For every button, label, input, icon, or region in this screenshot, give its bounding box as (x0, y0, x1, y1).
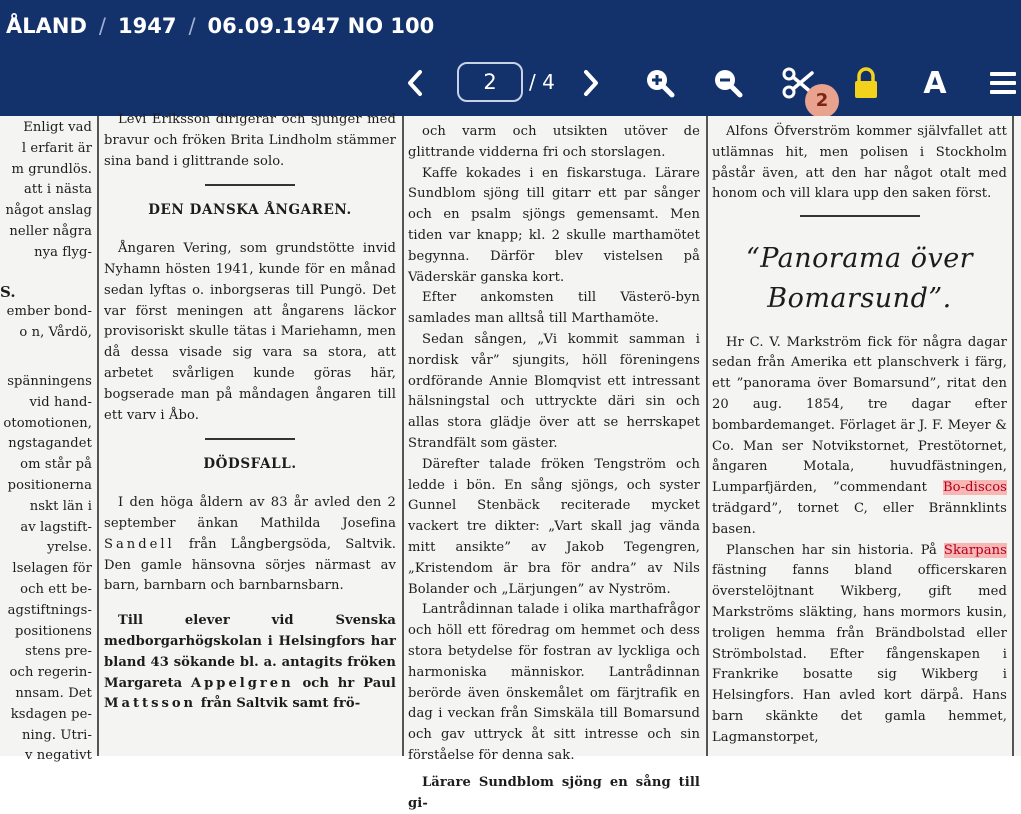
person-name: Sandell (104, 536, 175, 552)
article-text: Efter ankomsten till Västerö-byn samlades man alltså till Marthamöte. (408, 290, 700, 327)
cropped-text-line: neller några (9, 223, 92, 239)
lock-button[interactable] (848, 58, 884, 108)
cropped-text-line: ember bond- (6, 304, 92, 320)
cropped-text-line: ksdagen pe- (10, 706, 92, 722)
search-hit-highlight[interactable]: Bo- (942, 480, 966, 496)
cropped-text-line: om står på (20, 457, 92, 473)
article-text: Därefter talade fröken Tengström och ledde i bön. En sång sjöngs, och syster Gunnel Stenbäck reciterade mycket vackert tre dikter: „Vart skall jag vända mitt ansikte” av Jakob Tegengren, „Kristendom är bra för andra” av Nils Bolander och „Lärjungen” av Nyström. (408, 456, 700, 597)
cropped-text-line: nnsam. Det (15, 685, 92, 701)
column-divider (1012, 116, 1014, 756)
column-1 (0, 116, 92, 764)
chevron-left-icon (405, 69, 425, 97)
column-2 (104, 110, 396, 750)
viewer-header (0, 0, 1021, 116)
breadcrumb-separator: / (188, 14, 196, 38)
article-heading: DÖDSFALL. (203, 456, 297, 473)
cropped-text-line: o n, Vårdö, (19, 325, 92, 341)
article-text: Sedan sången, „Vi kommit samman i nordisk vår” sjungits, höll föreningens ordförande Annie Blomqvist ett intressant hälsningstal och uttryckte däri sin och allas stora glädje över att se herrskapet Strandfält som gäster. (408, 331, 700, 451)
divider-rule (205, 438, 295, 440)
breadcrumb-region[interactable]: ÅLAND (6, 14, 87, 38)
page-total-label: / 4 (529, 70, 555, 94)
column-divider (402, 116, 404, 756)
clip-count-badge: 2 (805, 84, 839, 118)
column-3 (408, 122, 700, 811)
cropped-text-line: och ett be- (20, 581, 92, 597)
cropped-text-line: spänningens (7, 373, 92, 389)
cropped-text-line: lselagen för (12, 561, 92, 577)
cropped-text-line: m grundlös. (11, 161, 92, 177)
column-divider (706, 116, 708, 756)
search-hit-highlight[interactable]: discos (965, 480, 1007, 496)
cropped-text-line: otomotionen, (3, 415, 92, 431)
article-text: Levi Eriksson dirigerar och sjunger med bravur och fröken Brita Lindholm stämmer sina band i glittrande solo. (104, 112, 396, 169)
article-text: och varm och utsikten utöver de glittrande vidderna fri och storslagen. (408, 124, 700, 160)
breadcrumb-year[interactable]: 1947 (117, 14, 177, 38)
cropped-text-line: vid hand- (29, 394, 92, 410)
hamburger-menu-icon (989, 70, 1017, 96)
article-text: Planschen har sin historia. På Skarpans fästning fanns bland officerskaren överstelöjtnant Wikberg, gift med Markströms släkting, hans mormors kusin, troligen hemma från Brändbolstad eller Strömbolstad. Efter fångenskapen i Frankrike bosatte sig Wikberg i Helsingfors. Han avled kort därpå. Hans barn skänkte det gamla hemmet, Lagmanstorpet, (712, 542, 1007, 745)
cropped-text-line: positionerna (7, 477, 92, 493)
person-name: Mattsson (104, 696, 197, 712)
cropped-text-line: och regerin- (9, 665, 92, 681)
article-text: Ångaren Vering, som grundstötte invid Nyhamn hösten 1941, kunde för en månad sedan lyftas o. inborgseras till Pungö. Det var först meningen att ångarens läckor provisoriskt skulle tätas i Mariehamn, men då dessa visade sig vara sa stora, att arbetet svårligen kunde göras här, bogserade man på måndagen ångaren till ett varv i Åbo. (104, 241, 396, 423)
chevron-right-icon (581, 69, 601, 97)
article-text: Lärare Sundblom sjöng en sång till gi- (408, 774, 700, 811)
cropped-text-line: Enligt vad (23, 120, 92, 135)
article-text: I den höga åldern av 83 år avled den 2 september änkan Mathilda Josefina Sandell från Långbergsöda, Saltvik. Den gamle hänsovna sörjes närmast av barn, barnbarn och barnbarnsbarn. (104, 495, 396, 594)
search-hit-highlight[interactable]: Skarpans (943, 542, 1007, 558)
next-page-button[interactable] (574, 58, 608, 108)
cropped-text-line: nskt län i (29, 498, 92, 514)
cropped-text-line: S. (0, 282, 16, 301)
zoom-in-button[interactable] (640, 58, 680, 108)
cropped-text-line: v negativt (24, 748, 92, 764)
zoom-in-icon (644, 67, 676, 99)
article-text: Lantrådinnan talade i olika marthafrågor och höll ett föredrag om hemmet och dess stora betydelse för fostran av lyckliga och harmoniska människor. Lantrådinnan berörde även önskemålet om färjtrafik en dag i veckan från Simskäla till Bomarsund och gav uttryck åt sitt intresse och sin förståelse för denna sak. (408, 602, 700, 763)
cropped-text-line: stens pre- (25, 644, 92, 660)
column-4 (712, 122, 1007, 762)
newspaper-page-scan[interactable] (0, 112, 1021, 811)
cropped-text-line: agstiftnings- (7, 602, 92, 618)
cropped-text-line: nya flyg- (34, 244, 92, 260)
breadcrumb (6, 14, 434, 38)
cropped-text-line: något anslag (5, 203, 92, 219)
column-divider (97, 116, 99, 756)
person-name: Appelgren (190, 675, 294, 691)
cropped-text-line: av lagstift- (20, 519, 92, 535)
page-number-input[interactable]: 2 (457, 62, 523, 102)
cropped-text-line: yrelse. (47, 540, 92, 556)
cropped-text-line: att i nästa (24, 182, 92, 198)
cropped-text-line: ngstagandet (8, 436, 92, 452)
font-settings-button[interactable]: A (923, 65, 947, 101)
cropped-text-line: positionens (15, 623, 92, 639)
divider-rule (800, 215, 920, 217)
cropped-text-line: l erfarit är (21, 140, 92, 156)
article-text: Kaffe kokades i en fiskarstuga. Lärare Sundblom sjöng till gitarr ett par sånger och en psalm sjöngs gemensamt. Men tiden var knapp; kl. 2 skulle marthamötet begynna. Därför blev vistelsen på Väderskär ganska kort. (408, 165, 700, 285)
cropped-text-line: ning. Utri- (21, 727, 92, 743)
divider-rule (205, 184, 295, 186)
lock-icon (853, 67, 879, 99)
zoom-out-button[interactable] (708, 58, 748, 108)
breadcrumb-separator: / (98, 14, 106, 38)
zoom-out-icon (712, 67, 744, 99)
article-text: Hr C. V. Markström fick för några dagar sedan från Amerika ett planschverk i färg, ett ”panorama över Bomarsund”, ritat den 20 aug. 1854, tre dagar efter bombardemanget. Förlaget är J. F. Meyer & Co. Man ser Notvikstornet, Prestötornet, ångaren Motala, huvudfästningen, Lumparfjärden, ”commendant Bo-discos trädgard”, tornet C, eller Brännklints basen. (712, 334, 1007, 537)
article-title: “Panorama över Bomarsund”. (745, 242, 974, 314)
breadcrumb-issue[interactable]: 06.09.1947 NO 100 (207, 14, 435, 38)
article-text: Till elever vid Svenska medborgarhögskolan i Helsingfors har bland 43 sökande bl. a. antagits fröken Margareta Appelgren och hr Paul Mattsson från Saltvik samt frö- (104, 613, 396, 712)
article-heading: DEN DANSKA ÅNGAREN. (148, 202, 352, 219)
menu-button[interactable] (985, 58, 1021, 108)
article-text: Alfons Öfverström kommer självfallet att utlämnas hit, men polisen i Stockholm påstår även, att den har något otalt med honom och vill klara upp den saken först. (712, 124, 1007, 202)
prev-page-button[interactable] (398, 58, 432, 108)
